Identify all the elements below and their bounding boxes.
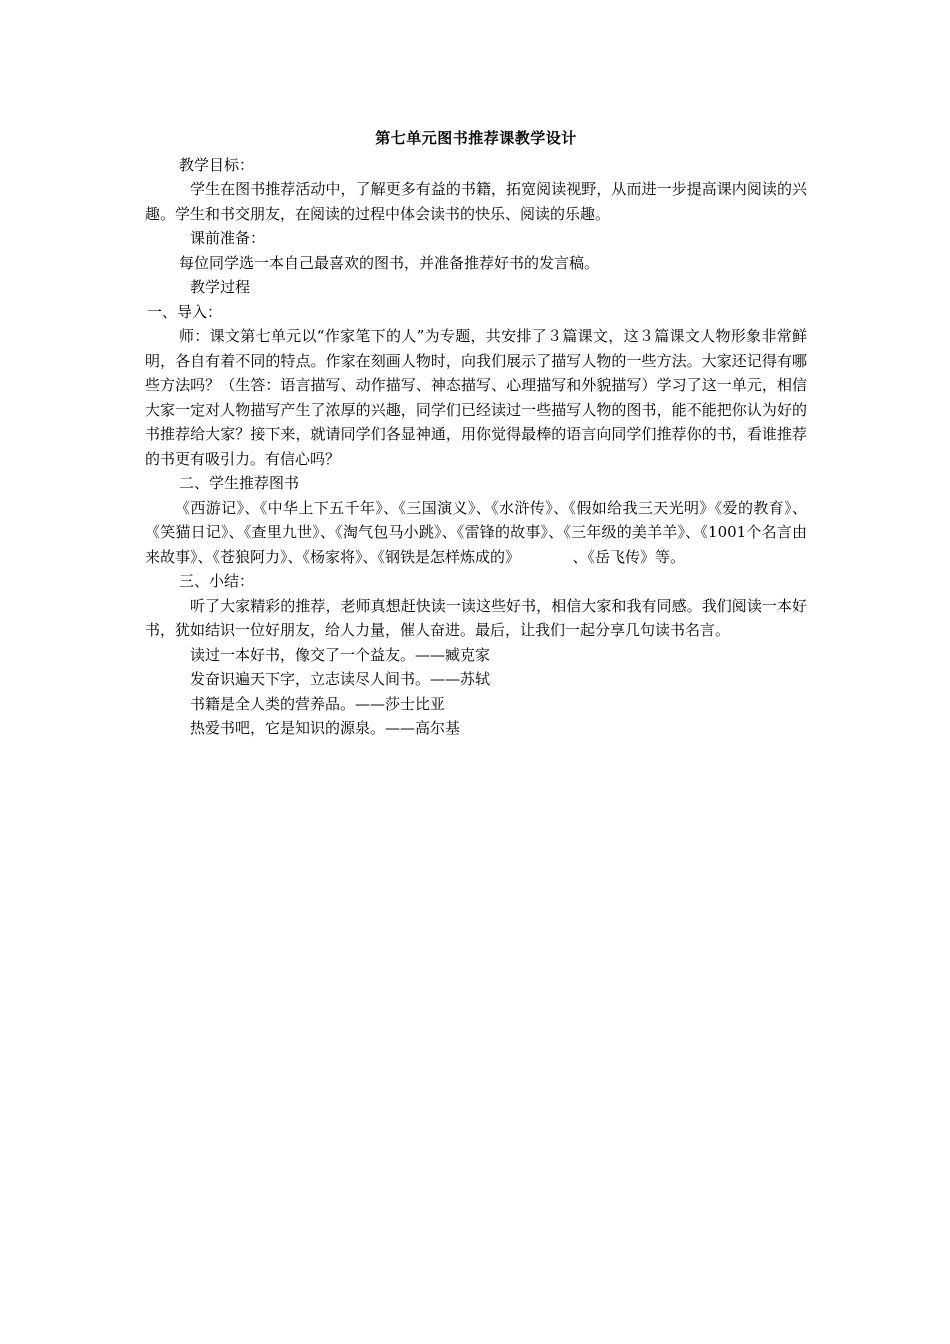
prep-heading: 课前准备： bbox=[190, 229, 266, 247]
quote-3: 书籍是全人类的营养品。——莎士比亚 bbox=[190, 694, 446, 713]
section3-paragraph: 听了大家精彩的推荐，老师真想赶快读一读这些好书，相信大家和我有同感。我们阅读一本好书，犹如结识一位好朋友，给人力量，催人奋进。最后，让我们一起分享几句读书名言。 bbox=[145, 596, 807, 639]
quote-4: 热爱书吧，它是知识的源泉。——高尔基 bbox=[190, 719, 461, 737]
quote-2: 发奋识遍天下字，立志读尽人间书。——苏轼 bbox=[190, 670, 491, 688]
section2-heading: 二、学生推荐图书 bbox=[179, 474, 300, 492]
process-heading: 教学过程 bbox=[190, 278, 251, 296]
section1-paragraph: 师：课文第七单元以“作家笔下的人”为专题，共安排了３篇课文，这３篇课文人物形象非常鲜明，各自有着不同的特点。作家在刻画人物时，向我们展示了描写人物的一些方法。大家还记得有哪些方法吗？（生答：语言描写、动作描写、神态描写、心理描写和外貌描写）学习了这一单元，相信大家一定对人物描写产生了浓厚的兴趣，同学们已经读过一些描写人物的图书，能不能把你认为好的书推荐给大家？接下来，就请同学们各显神通，用你觉得最棒的语言向同学们推荐你的书，看谁推荐的书更有吸引力。有信心吗？ bbox=[145, 327, 807, 468]
document-page bbox=[145, 126, 807, 741]
section2-paragraph: 《西游记》、《中华上下五千年》、《三国演义》、《水浒传》、《假如给我三天光明》《爱的教育》、《笑猫日记》、《查里九世》、《淘气包马小跳》、《雷锋的故事》、《三年级的美羊羊》、《1001个名言由来故事》、《苍狼阿力》、《杨家将》、《钢铁是怎样炼成的》 、《岳飞传》等。 bbox=[145, 498, 807, 566]
document-title: 第七单元图书推荐课教学设计 bbox=[375, 129, 577, 147]
goals-paragraph: 学生在图书推荐活动中，了解更多有益的书籍，拓宽阅读视野，从而进一步提高课内阅读的兴趣。学生和书交朋友，在阅读的过程中体会读书的快乐、阅读的乐趣。 bbox=[145, 180, 807, 223]
section1-heading: 一、导入： bbox=[147, 302, 223, 321]
prep-paragraph: 每位同学选一本自己最喜欢的图书，并准备推荐好书的发言稿。 bbox=[179, 253, 600, 272]
quote-1: 读过一本好书，像交了一个益友。——臧克家 bbox=[190, 645, 491, 664]
section3-heading: 三、小结： bbox=[179, 572, 255, 590]
goals-heading: 教学目标： bbox=[179, 155, 255, 174]
